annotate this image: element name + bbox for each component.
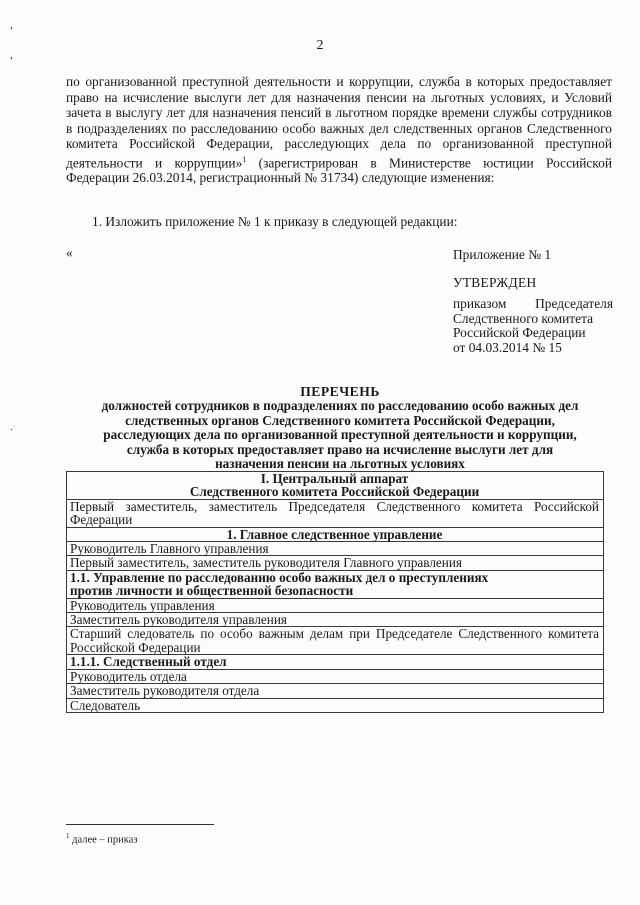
table-row: [67, 542, 604, 556]
document-title: ПЕРЕЧЕНЬ: [300, 384, 380, 399]
cell-line: 1. Главное следственное управление: [226, 526, 443, 542]
footnote-reference: 1: [242, 154, 247, 164]
section-heading-cell: [67, 527, 604, 541]
table-row: [67, 613, 604, 627]
cell-line: Руководитель управления: [70, 597, 215, 613]
intro-text-end: (зарегистрирован в Министерстве юстиции Российской Федерации 26.03.2014, регистрационный № 31734) следующие изменения:: [66, 154, 612, 186]
positions-table: [66, 471, 604, 713]
cell-line: Первый заместитель, заместитель руководителя Главного управления: [70, 555, 462, 571]
document-heading: [60, 385, 620, 472]
margin-mark: ,: [10, 47, 13, 61]
position-cell: [67, 613, 604, 627]
subtitle-line: назначения пенсии на льготных условиях: [215, 456, 465, 471]
cell-line: Следственного комитета Российской Федерации: [189, 484, 480, 500]
intro-text: по организованной преступной деятельности и коррупции, служба в которых предоставляет право на исчисление выслуги лет для назначения пенсии на льготных условиях, и Условий зачета в выслугу лет для назначения пенсий в льготном порядке времени службы сотрудников в подразделениях по расследованию особо важных дел следственных органов Следственного комитета Российской Федерации, расследующих дела по организованной преступной деятельности и коррупции»: [66, 74, 612, 170]
position-cell: [67, 542, 604, 556]
positions-table-body: [67, 472, 604, 713]
cell-line: Первый заместитель, заместитель Председателя Следственного комитета Российской Федерации: [70, 498, 599, 528]
position-cell: [67, 684, 604, 698]
appendix-order-line: Следственного комитета: [453, 310, 594, 326]
table-row: [67, 527, 604, 541]
cell-line: Руководитель отдела: [70, 668, 187, 684]
appendix-order-line: от 04.03.2014 № 15: [453, 339, 562, 355]
position-cell: [67, 669, 604, 683]
subtitle-line: следственных органов Следственного комитета Российской Федерации,: [125, 412, 555, 428]
table-row: [67, 499, 604, 527]
margin-mark: .: [10, 419, 13, 433]
position-cell: [67, 698, 604, 712]
subsection-heading-cell: [67, 570, 604, 598]
position-cell: [67, 627, 604, 655]
cell-line: Руководитель Главного управления: [70, 541, 269, 557]
appendix-order-block: [453, 297, 613, 355]
table-row: [67, 472, 604, 500]
intro-paragraph: [66, 74, 612, 186]
position-cell: [67, 499, 604, 527]
appendix-order-line: приказом Председателя: [453, 296, 613, 311]
cell-line: I. Центральный аппарат: [260, 471, 409, 486]
subsection-heading-cell: [67, 655, 604, 669]
table-row: [67, 684, 604, 698]
table-row: [67, 655, 604, 669]
position-cell: [67, 556, 604, 570]
subtitle-line: должностей сотрудников в подразделениях по расследованию особо важных дел: [101, 398, 579, 413]
page-number: 2: [316, 38, 324, 53]
cell-line: Следователь: [70, 697, 141, 713]
cell-line: Заместитель руководителя отдела: [70, 683, 260, 699]
position-cell: [67, 598, 604, 612]
section-heading-cell: [67, 472, 604, 500]
cell-line: против личности и общественной безопасности: [70, 583, 354, 599]
table-row: [67, 598, 604, 612]
footnote-number: 1: [66, 832, 70, 840]
footnote-divider: [66, 824, 214, 825]
appendix-order-line: Российской Федерации: [453, 325, 586, 340]
subtitle-line: расследующих дела по организованной преступной деятельности и коррупции,: [103, 427, 577, 442]
footnote-text: далее – приказ: [69, 834, 138, 846]
margin-mark: ,: [10, 17, 13, 31]
table-row: [67, 698, 604, 712]
cell-line: Старший следователь по особо важным делам при Председателе Следственного комитета Российской Федерации: [70, 626, 599, 655]
cell-line: 1.1. Управление по расследованию особо важных дел о преступлениях: [70, 569, 489, 585]
footnote: [66, 830, 138, 847]
table-row: [67, 669, 604, 683]
appendix-approved: УТВЕРЖДЕН: [453, 275, 537, 290]
table-row: [67, 570, 604, 598]
table-row: [67, 556, 604, 570]
appendix-title: Приложение № 1: [453, 247, 552, 262]
table-row: [67, 627, 604, 655]
cell-line: Заместитель руководителя управления: [70, 612, 287, 628]
opening-quote: «: [66, 245, 73, 260]
amendment-item: 1. Изложить приложение № 1 к приказу в следующей редакции:: [92, 214, 458, 229]
cell-line: 1.1.1. Следственный отдел: [70, 654, 227, 670]
subtitle-line: служба в которых предоставляет право на исчисление выслуги лет для: [126, 441, 554, 457]
